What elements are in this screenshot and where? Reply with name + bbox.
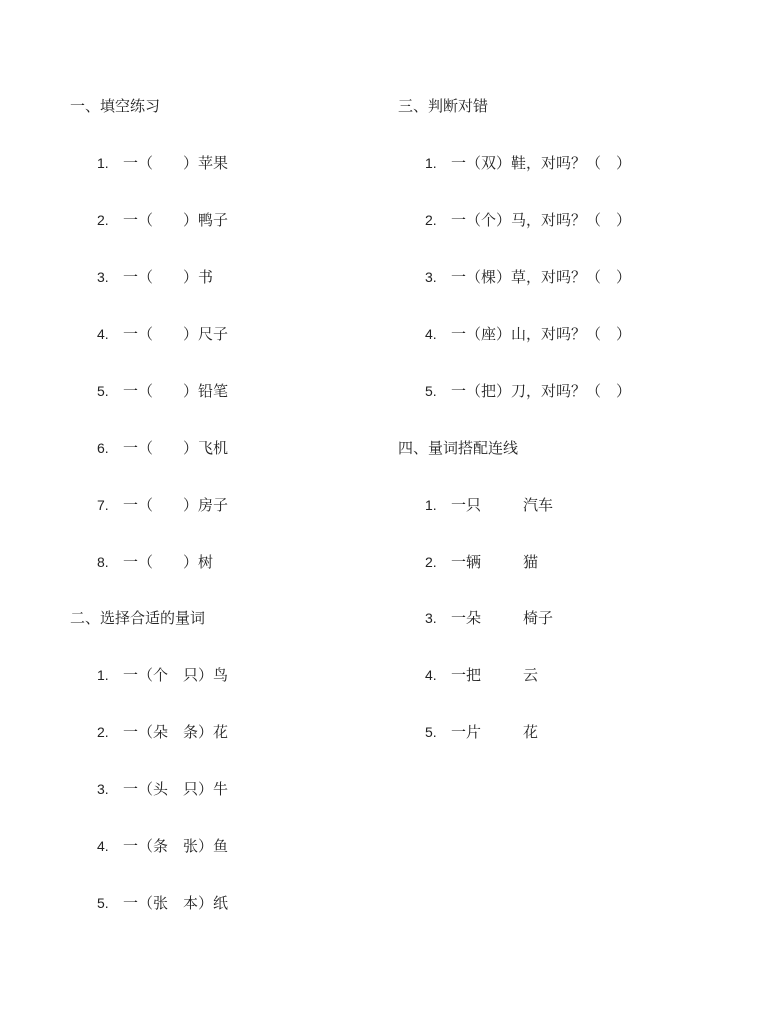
- item-text: 一（ ）苹果: [123, 154, 229, 172]
- item-text: 一（ ）树: [123, 553, 214, 571]
- item-number: 2.: [425, 212, 437, 228]
- item-text: 一（棵）草，对吗？（ ）: [451, 268, 632, 286]
- match-noun: 云: [523, 666, 539, 684]
- item-number: 3.: [97, 781, 109, 797]
- judge-item: [425, 324, 631, 344]
- item-text: 一（ ）鸭子: [123, 211, 229, 229]
- item-number: 5.: [425, 383, 437, 399]
- choose-item: [97, 665, 228, 685]
- item-text: 一（朵 条）花: [123, 723, 229, 741]
- match-item: [425, 608, 553, 628]
- item-text: 一（ ）铅笔: [123, 382, 229, 400]
- item-number: 4.: [97, 838, 109, 854]
- item-number: 3.: [425, 269, 437, 285]
- item-number: 1.: [97, 667, 109, 683]
- item-number: 4.: [425, 326, 437, 342]
- item-number: 7.: [97, 497, 109, 513]
- choose-item: [97, 722, 228, 742]
- match-measure-word: 一朵: [451, 609, 482, 627]
- match-item: [425, 665, 538, 685]
- fill-item: [97, 210, 228, 230]
- item-number: 1.: [425, 155, 437, 171]
- fill-item: [97, 552, 213, 572]
- match-measure-word: 一辆: [451, 553, 482, 571]
- choose-item: [97, 893, 228, 913]
- match-noun: 猫: [523, 553, 539, 571]
- match-item: [425, 495, 553, 515]
- item-text: 一（ ）书: [123, 268, 214, 286]
- fill-item: [97, 438, 228, 458]
- judge-item: [425, 381, 631, 401]
- item-text: 一（个 只）鸟: [123, 666, 229, 684]
- item-number: 4.: [425, 667, 437, 683]
- match-item: [425, 552, 538, 572]
- match-item: [425, 722, 538, 742]
- item-text: 一（双）鞋，对吗？（ ）: [451, 154, 632, 172]
- item-text: 一（ ）房子: [123, 496, 229, 514]
- choose-item: [97, 836, 228, 856]
- item-number: 2.: [425, 554, 437, 570]
- fill-item: [97, 381, 228, 401]
- item-text: 一（条 张）鱼: [123, 837, 229, 855]
- item-text: 一（ ）飞机: [123, 439, 229, 457]
- item-number: 5.: [425, 724, 437, 740]
- item-number: 4.: [97, 326, 109, 342]
- fill-item: [97, 153, 228, 173]
- fill-item: [97, 324, 228, 344]
- judge-item: [425, 210, 631, 230]
- section-judge-title: 三、判断对错: [398, 97, 489, 115]
- match-noun: 花: [523, 723, 539, 741]
- item-number: 3.: [97, 269, 109, 285]
- match-measure-word: 一片: [451, 723, 482, 741]
- item-text: 一（张 本）纸: [123, 894, 229, 912]
- section-match-title: 四、量词搭配连线: [398, 439, 519, 457]
- item-number: 1.: [425, 497, 437, 513]
- judge-item: [425, 153, 631, 173]
- judge-item: [425, 267, 631, 287]
- item-text: 一（ ）尺子: [123, 325, 229, 343]
- item-number: 5.: [97, 383, 109, 399]
- item-text: 一（把）刀，对吗？（ ）: [451, 382, 632, 400]
- item-number: 5.: [97, 895, 109, 911]
- match-measure-word: 一只: [451, 496, 482, 514]
- choose-item: [97, 779, 228, 799]
- item-text: 一（头 只）牛: [123, 780, 229, 798]
- item-number: 3.: [425, 610, 437, 626]
- match-noun: 汽车: [523, 496, 554, 514]
- fill-item: [97, 495, 228, 515]
- item-number: 2.: [97, 212, 109, 228]
- section-choose-title: 二、选择合适的量词: [70, 609, 206, 627]
- item-number: 6.: [97, 440, 109, 456]
- item-number: 2.: [97, 724, 109, 740]
- item-number: 1.: [97, 155, 109, 171]
- item-number: 8.: [97, 554, 109, 570]
- section-fill-title: 一、填空练习: [70, 97, 161, 115]
- item-text: 一（个）马，对吗？（ ）: [451, 211, 632, 229]
- fill-item: [97, 267, 213, 287]
- match-noun: 椅子: [523, 609, 554, 627]
- match-measure-word: 一把: [451, 666, 482, 684]
- item-text: 一（座）山，对吗？（ ）: [451, 325, 632, 343]
